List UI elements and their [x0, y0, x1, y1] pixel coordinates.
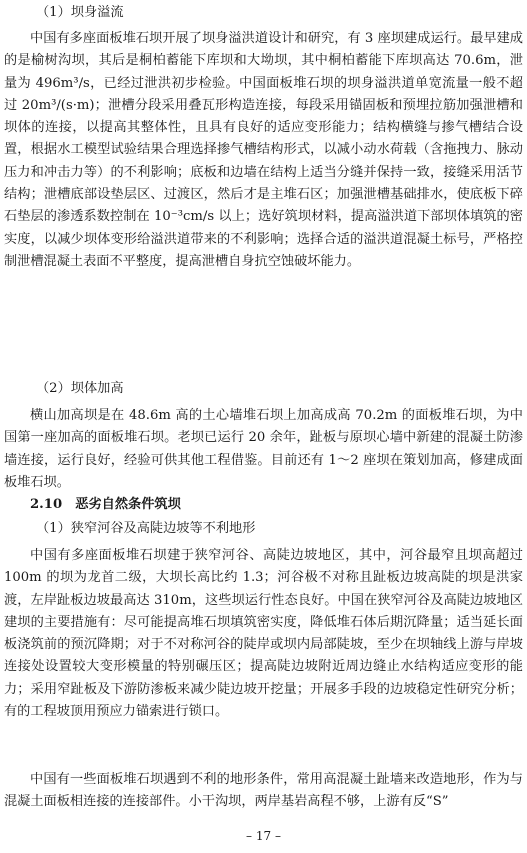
paragraph-toe-walls: 中国有一些面板堆石坝遇到不利的地形条件，常用高混凝土趾墙来改造地形，作为与混凝土面板相连接的连接部件。小干沟坝，两岸基岩高程不够，上游有反“S” — [4, 772, 523, 810]
subsection-heading-dam-overflow: （1）坝身溢流 — [36, 5, 124, 20]
paragraph-dam-heightening: 横山加高坝是在 48.6m 高的土心墙堆石坝上加高成高 70.2m 的面板堆石坝，为中国第一座加高的面板堆石坝。老坝已运行 20 余年，趾板与原坝心墙中新建的混凝土防渗墙连接，运行良好，经验可供其他工程借鉴。目前还有 1～2 座坝在策划加高，修建成面板堆石坝。 — [4, 408, 523, 490]
paragraph-dam-overflow: 中国有多座面板堆石坝开展了坝身溢洪道设计和研究，有 3 座坝建成运行。最早建成的是榆树沟坝，其后是桐柏蓄能下库坝和大坳坝，其中桐柏蓄能下库坝高达 70.6m，泄量为 496m³/s，已经过泄洪初步检验。中国面板堆石坝的坝身溢洪道单宽流量一般不超过 20m³/(s·m)；泄槽分段采用叠瓦形构造连接，每段采用锚固板和预埋拉筋加强泄槽和坝体的连接，以提高其整体性，且具有良好的适应变形能力；结构横缝与掺气槽结合设置，根据水工模型试验结果合理选择掺气槽结构形式，以减小动水荷载（含拖拽力、脉动压力和冲击力等）的不利影响；底板和边墙在结构上适当分缝并保持一致，接缝采用活节结构；泄槽底部设垫层区、过渡区，然后才是主堆石区；加强泄槽基础排水，使底板下碎石垫层的渗透系数控制在 10⁻³cm/s 以上；选好筑坝材料，提高溢洪道下部坝体填筑的密实度，以减少坝体变形给溢洪道带来的不利影响；选择合适的溢洪道混凝土标号，严格控制泄槽混凝土表面不平整度，提高泄槽自身抗空蚀破坏能力。 — [4, 31, 523, 269]
paragraph-narrow-valleys: 中国有多座面板堆石坝建于狭窄河谷、高陡边坡地区，其中，河谷最窄且坝高超过 100m 的坝为龙首二级，大坝长高比约 1.3；河谷极不对称且趾板边坡高陡的坝是洪家渡，左岸趾板边坡最高达 310m，这些坝运行性态良好。中国在狭窄河谷及高陡边坡地区建坝的主要措施有：尽可能提高堆石坝填筑密实度，降低堆石体后期沉降量；适当延长面板浇筑前的预沉降期；对于不对称河谷的陡岸或坝内局部陡坡，至少在坝轴线上游与岸坡连接处设置较大变形模量的特别碾压区；提高陡边坡附近周边缝止水结构适应变形的能力；采用窄趾板及下游防渗板来减少陡边坡开挖量；开展多手段的边坡稳定性研究分析；有的工程坡顶用预应力锚索进行锁口。 — [4, 548, 523, 720]
page-number: – 17 – — [246, 829, 281, 843]
subsection-heading-dam-heightening: （2）坝体加高 — [36, 381, 124, 396]
document-page — [4, 0, 523, 853]
subsection-heading-narrow-valleys: （1）狭窄河谷及高陡边坡等不利地形 — [36, 521, 256, 536]
section-heading-harsh-conditions: 2.10 恶劣自然条件筑坝 — [30, 497, 181, 512]
